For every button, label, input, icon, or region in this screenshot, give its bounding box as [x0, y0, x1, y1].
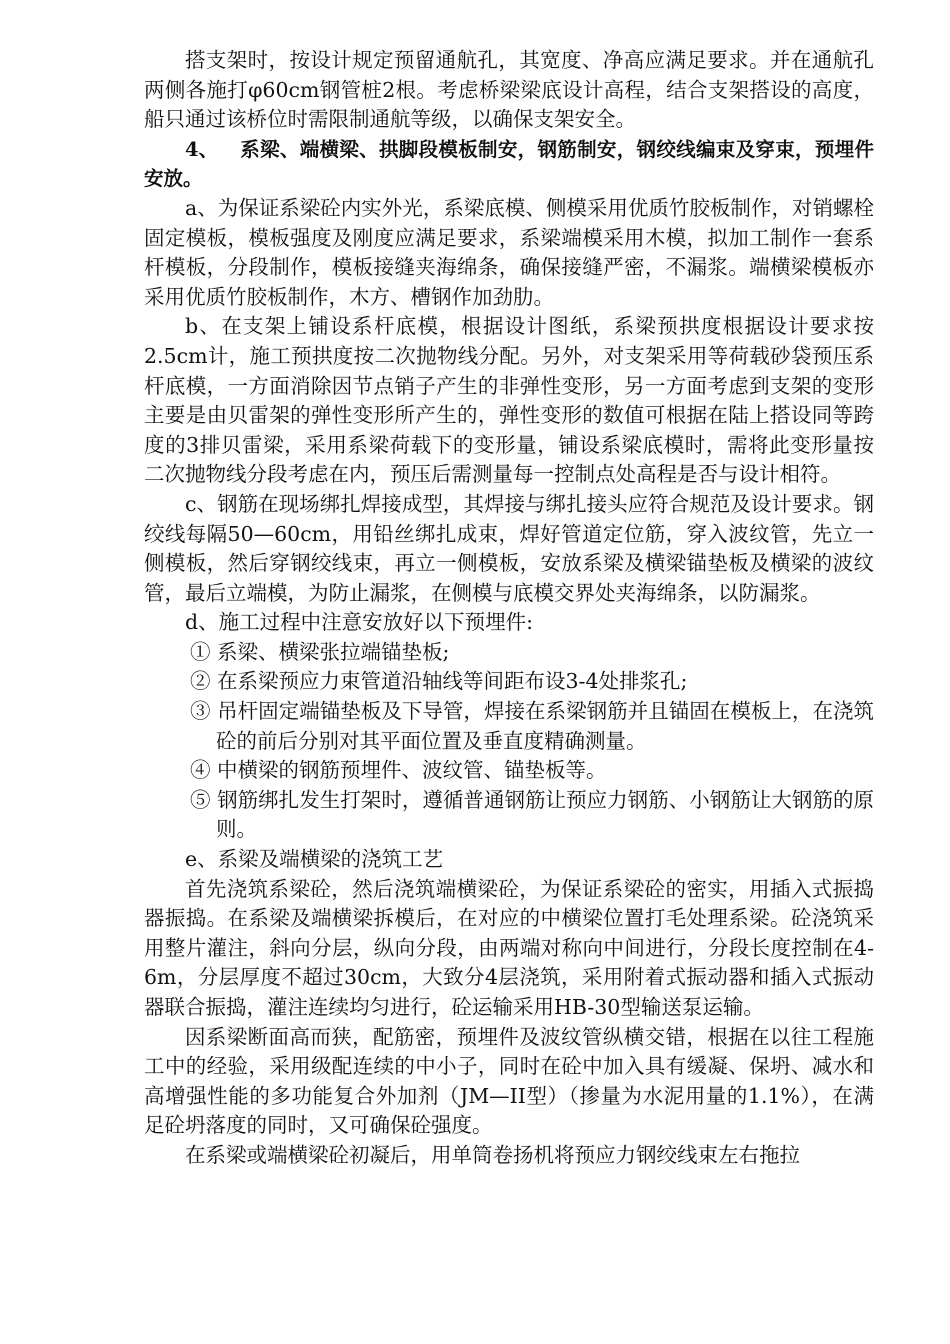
paragraph-e3: 在系梁或端横梁砼初凝后，用单筒卷扬机将预应力钢绞线束左右拖拉: [185, 1142, 800, 1167]
section-heading-4: [144, 135, 874, 194]
list-item: ② 在系梁预应力束管道沿轴线等间距布设3-4处排浆孔;: [190, 669, 688, 694]
paragraph-a: a、为保证系梁砼内实外光，系梁底模、侧模采用优质竹胶板制作，对销螺栓固定模板，模板强度及刚度应满足要求，系梁端模采用木模，拟加工制作一套系杆模板，分段制作，模板接缝夹海绵条，确保接缝严密，不漏浆。端横梁模板亦采用优质竹胶板制作，木方、槽钢作加劲肋。: [144, 195, 874, 309]
section-title: 系梁、端横梁、拱脚段模板制安，钢筋制安，钢绞线编束及穿束，预埋件安放。: [144, 137, 874, 191]
paragraph-e2: 因系梁断面高而狭，配筋密，预埋件及波纹管纵横交错，根据在以往工程施工中的经验，采用级配连续的中小子，同时在砼中加入具有缓凝、保坍、减水和高增强性能的多功能复合外加剂（JM—II型）（掺量为水泥用量的1.1%），在满足砼坍落度的同时，又可确保砼强度。: [144, 1024, 874, 1138]
paragraph-e1: 首先浇筑系梁砼，然后浇筑端横梁砼，为保证系梁砼的密实，用插入式振捣器振捣。在系梁及端横梁拆模后，在对应的中横梁位置打毛处理系梁。砼浇筑采用整片灌注，斜向分层，纵向分段，由两端对称向中间进行，分段长度控制在4-6m，分层厚度不超过30cm，大致分4层浇筑，采用附着式振动器和插入式振动器联合振捣，灌注连续均匀进行，砼运输采用HB-30型输送泵运输。: [144, 876, 874, 1019]
list-item: ④ 中横梁的钢筋预埋件、波纹管、锚垫板等。: [190, 758, 607, 783]
paragraph-support-frame: 搭支架时，按设计规定预留通航孔，其宽度、净高应满足要求。并在通航孔两侧各施打φ60cm钢管桩2根。考虑桥梁梁底设计高程，结合支架搭设的高度，船只通过该桥位时需限制通航等级，以确保支架安全。: [144, 48, 874, 132]
paragraph-d: d、施工过程中注意安放好以下预埋件:: [185, 610, 534, 635]
list-item: ⑤ 钢筋绑扎发生打架时，遵循普通钢筋让预应力钢筋、小钢筋让大钢筋的原则。: [190, 787, 874, 842]
section-number: 4、: [185, 137, 219, 161]
paragraph-b: b、在支架上铺设系杆底模，根据设计图纸，系梁预拱度根据设计要求按2.5cm计，施工预拱度按二次抛物线分配。另外，对支架采用等荷载砂袋预压系杆底模，一方面消除因节点销子产生的非弹性变形，另一方面考虑到支架的变形主要是由贝雷架的弹性变形所产生的，弹性变形的数值可根据在陆上搭设同等跨度的3排贝雷梁，采用系梁荷载下的变形量，铺设系梁底模时，需将此变形量按二次抛物线分段考虑在内，预压后需测量每一控制点处高程是否与设计相符。: [144, 314, 874, 487]
document-body: [144, 46, 874, 1171]
list-item: ③ 吊杆固定端锚垫板及下导管，焊接在系梁钢筋并且锚固在模板上，在浇筑砼的前后分别对其平面位置及垂直度精确测量。: [190, 699, 874, 753]
paragraph-e: e、系梁及端横梁的浇筑工艺: [185, 847, 444, 872]
list-item: ① 系梁、横梁张拉端锚垫板;: [190, 639, 450, 664]
paragraph-c: c、钢筋在现场绑扎焊接成型，其焊接与绑扎接头应符合规范及设计要求。钢绞线每隔50—60cm，用铅丝绑扎成束，焊好管道定位筋，穿入波纹管，先立一侧模板，然后穿钢绞线束，再立一侧模板，安放系梁及横梁锚垫板及横梁的波纹管，最后立端模，为防止漏浆，在侧模与底模交界处夹海绵条，以防漏浆。: [144, 491, 874, 605]
